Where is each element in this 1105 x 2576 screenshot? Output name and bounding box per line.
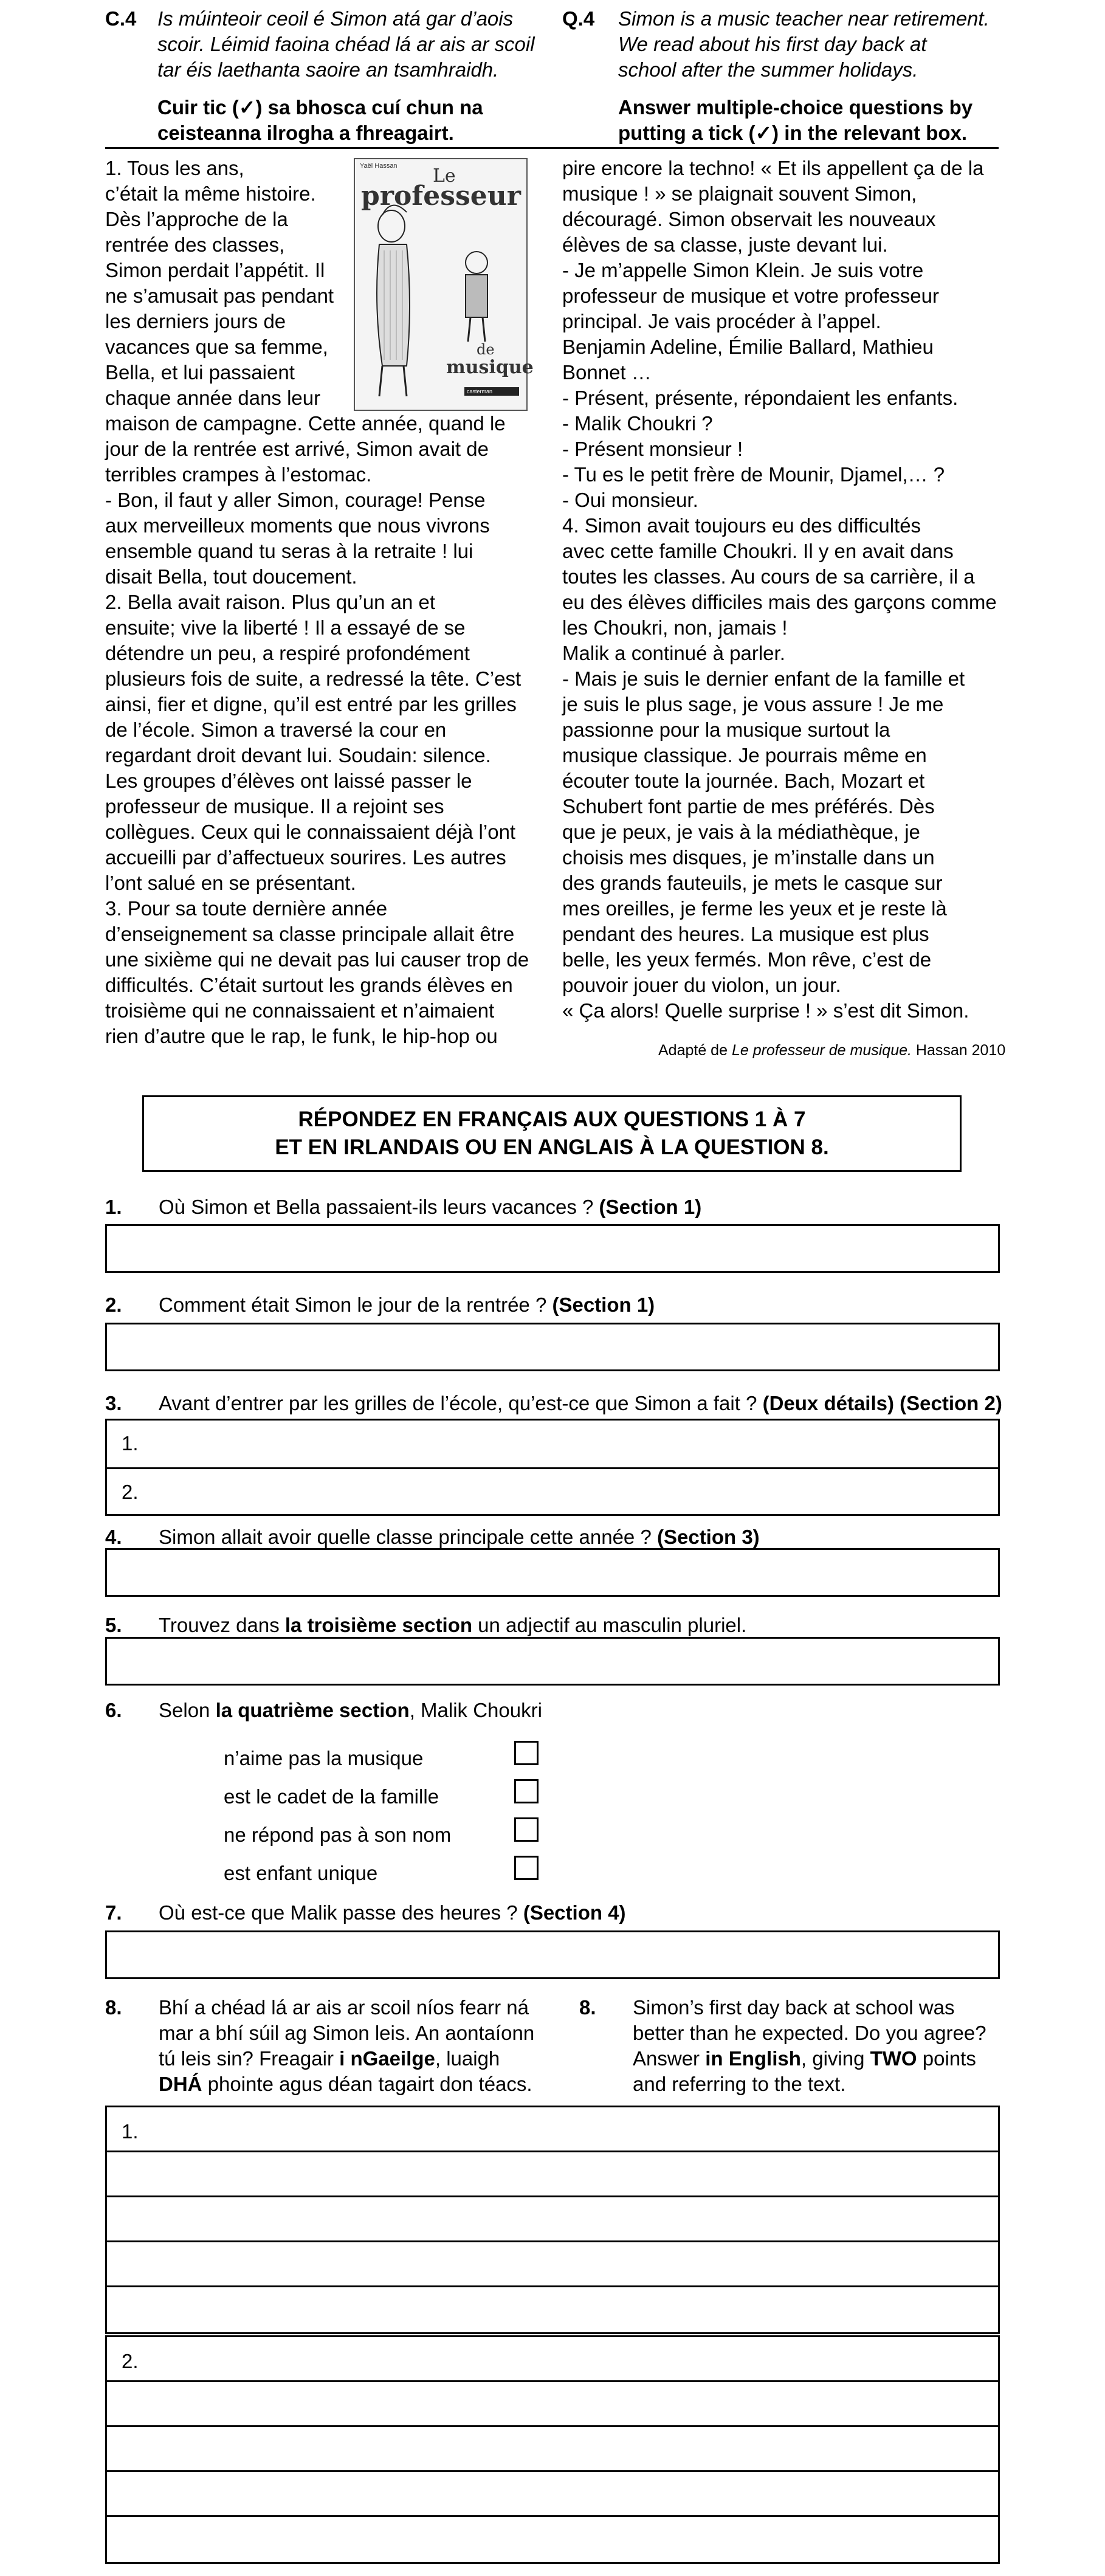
article-line: « Ça alors! Quelle surprise ! » s’est dit Simon. <box>562 999 969 1022</box>
header-en-line: school after the summer holidays. <box>618 58 918 81</box>
article-line: professeur de musique. Il a rejoint ses <box>105 795 444 818</box>
question-8-english-line: better than he expected. Do you agree? <box>633 2022 986 2044</box>
article-line: pendant des heures. La musique est plus <box>562 923 929 945</box>
article-line: de l’école. Simon a traversé la cour en <box>105 718 447 741</box>
article-line: pouvoir jouer du violon, un jour. <box>562 974 841 996</box>
article-line: élèves de sa classe, juste devant lui. <box>562 233 888 256</box>
article-line: ne s’amusait pas pendant <box>105 284 334 307</box>
article-line: Malik a continué à parler. <box>562 642 785 664</box>
article-line: ensemble quand tu seras à la retraite ! lui <box>105 540 473 562</box>
article-line: - Mais je suis le dernier enfant de la famille et <box>562 667 965 690</box>
writing-line <box>105 2285 1000 2287</box>
question-emphasis: la troisième section <box>284 1614 473 1636</box>
writing-line <box>105 2425 1000 2427</box>
question-section: (Section 1) <box>599 1196 702 1218</box>
question-text: Avant d’entrer par les grilles de l’école, qu’est-ce que Simon a fait ? <box>159 1392 763 1414</box>
article-line: - Présent, présente, répondaient les enfants. <box>562 387 959 409</box>
header-ga-instr-line: ceisteanna ilrogha a fhreagairt. <box>157 122 454 144</box>
answer-8-label-2: 2. <box>122 2350 139 2372</box>
answer-3-label-1: 1. <box>122 1432 139 1455</box>
book-publisher: casterman <box>467 388 493 394</box>
option-label: est enfant unique <box>224 1862 378 1884</box>
book-title-musique: musique <box>446 357 534 378</box>
source-credit-post: Hassan 2010 <box>911 1042 1006 1059</box>
article-line: - Tu es le petit frère de Mounir, Djamel,… ? <box>562 463 945 486</box>
question-number: 8. <box>579 1996 596 2019</box>
question-1 <box>105 1194 701 1220</box>
question-number: 3. <box>105 1392 122 1414</box>
answer-box-5[interactable] <box>105 1637 1000 1686</box>
header-ga-line: tar éis laethanta saoire an tsamhraidh. <box>157 58 499 81</box>
question-emphasis: la quatrième section <box>215 1699 410 1721</box>
article-line: difficultés. C’était surtout les grands élèves en <box>105 974 513 996</box>
book-author: Yaël Hassan <box>360 162 398 170</box>
article-line: - Oui monsieur. <box>562 489 698 511</box>
question-8-irish-line: Bhí a chéad lá ar ais ar scoil níos fearr ná <box>159 1996 529 2019</box>
instructions-line: ET EN IRLANDAIS OU EN ANGLAIS À LA QUESTION 8. <box>275 1135 829 1159</box>
question-8-irish-line: mar a bhí súil ag Simon leis. An aontaíonn <box>159 2022 535 2044</box>
writing-line <box>105 2195 1000 2197</box>
article-line: principal. Je vais procéder à l’appel. <box>562 310 881 332</box>
question-4 <box>105 1524 760 1550</box>
instructions-box <box>142 1095 962 1172</box>
article-line: les Choukri, non, jamais ! <box>562 616 788 639</box>
answer-box-4[interactable] <box>105 1548 1000 1597</box>
option-label: ne répond pas à son nom <box>224 1824 452 1846</box>
header-en-instr-line: Answer multiple-choice questions by <box>618 96 973 119</box>
article-line: Schubert font partie de mes préférés. Dès <box>562 795 935 818</box>
article-line: ensuite; vive la liberté ! Il a essayé de se <box>105 616 466 639</box>
article-line: disait Bella, tout doucement. <box>105 565 357 588</box>
article-line: avec cette famille Choukri. Il y en avait dans <box>562 540 954 562</box>
question-7 <box>105 1900 626 1926</box>
article-line: toutes les classes. Au cours de sa carrière, il a <box>562 565 975 588</box>
article-line: découragé. Simon observait les nouveaux <box>562 208 936 230</box>
article-line: regardant droit devant lui. Soudain: silence. <box>105 744 491 766</box>
article-line: - Malik Choukri ? <box>562 412 713 435</box>
article-line: maison de campagne. Cette année, quand le <box>105 412 506 435</box>
article-line: l’ont salué en se présentant. <box>105 872 356 894</box>
article-line: ainsi, fier et digne, qu’il est entré par les grilles <box>105 693 517 715</box>
answer-3-label-2: 2. <box>122 1481 139 1503</box>
answer-8-label-1: 1. <box>122 2120 139 2143</box>
question-8-irish-line: DHÁ phointe agus déan tagairt don téacs. <box>159 2073 532 2095</box>
header-en-intro <box>618 6 990 83</box>
book-title-de: de <box>477 341 495 358</box>
header-en-num: Q.4 <box>562 7 595 30</box>
answer-box-8-part-1[interactable] <box>105 2106 1000 2334</box>
article-left-column <box>105 156 543 1049</box>
article-line: les derniers jours de <box>105 310 286 332</box>
writing-line <box>105 2380 1000 2382</box>
question-pre: Trouvez dans <box>159 1614 285 1636</box>
article-line: - Présent monsieur ! <box>562 438 743 460</box>
article-line: jour de la rentrée est arrivé, Simon avait de <box>105 438 489 460</box>
header-divider <box>105 147 999 149</box>
article-line: 1. Tous les ans, <box>105 157 244 179</box>
question-8-english-line: and referring to the text. <box>633 2073 846 2095</box>
article-line: passionne pour la musique surtout la <box>562 718 890 741</box>
option-label: n’aime pas la musique <box>224 1747 424 1769</box>
question-3 <box>105 1391 1002 1416</box>
option-checkbox-3[interactable] <box>514 1817 539 1842</box>
article-line: Les groupes d’élèves ont laissé passer le <box>105 770 472 792</box>
article-line: 2. Bella avait raison. Plus qu’un an et <box>105 591 436 613</box>
article-line: professeur de musique et votre professeur <box>562 284 939 307</box>
article-line: accueilli par d’affectueux sourires. Les autres <box>105 846 506 869</box>
option-checkbox-2[interactable] <box>514 1779 539 1803</box>
question-pre: Selon <box>159 1699 216 1721</box>
article-line: d’enseignement sa classe principale allait être <box>105 923 515 945</box>
article-line: détendre un peu, a respiré profondément <box>105 642 470 664</box>
question-number: 6. <box>105 1699 122 1721</box>
writing-line <box>105 2240 1000 2242</box>
instructions-line: RÉPONDEZ EN FRANÇAIS AUX QUESTIONS 1 À 7 <box>298 1107 806 1131</box>
question-section: (Deux détails) (Section 2) <box>762 1392 1002 1414</box>
answer-box-7[interactable] <box>105 1930 1000 1979</box>
option-checkbox-1[interactable] <box>514 1741 539 1765</box>
question-number: 7. <box>105 1901 122 1924</box>
header-ga-instr-line: Cuir tic (✓) sa bhosca cuí chun na <box>157 96 483 119</box>
question-text: Simon allait avoir quelle classe principale cette année ? <box>159 1526 657 1548</box>
question-8-english <box>579 1995 986 2097</box>
article-line: belle, les yeux fermés. Mon rêve, c’est de <box>562 948 932 971</box>
source-credit-pre: Adapté de <box>658 1042 732 1059</box>
question-section: (Section 3) <box>656 1526 760 1548</box>
option-checkbox-4[interactable] <box>514 1856 539 1880</box>
article-line: - Je m’appelle Simon Klein. Je suis votre <box>562 259 924 281</box>
answer-box-3-divider <box>105 1467 1000 1469</box>
article-line: musique classique. Je pourrais même en <box>562 744 927 766</box>
question-8-irish <box>105 1995 534 2097</box>
question-2 <box>105 1292 655 1318</box>
article-line: musique ! » se plaignait souvent Simon, <box>562 182 917 205</box>
header-ga-instruction <box>157 95 483 146</box>
header-ga-num: C.4 <box>105 7 137 30</box>
answer-box-1[interactable] <box>105 1224 1000 1273</box>
article-line: eu des élèves difficiles mais des garçons comme <box>562 591 997 613</box>
article-right-column <box>562 156 1000 1024</box>
writing-line <box>105 2515 1000 2517</box>
book-title-le: Le <box>433 165 456 187</box>
answer-box-8-part-2[interactable] <box>105 2335 1000 2564</box>
option-label: est le cadet de la famille <box>224 1785 439 1808</box>
header-ga-line: Is múinteoir ceoil é Simon atá gar d’aois <box>157 7 514 30</box>
article-line: mes oreilles, je ferme les yeux et je reste là <box>562 897 947 920</box>
question-section: (Section 4) <box>523 1901 626 1924</box>
header-en-instr-line: putting a tick (✓) in the relevant box. <box>618 122 968 144</box>
question-section: (Section 1) <box>552 1293 655 1316</box>
article-line: des grands fauteuils, je mets le casque sur <box>562 872 943 894</box>
article-line: aux merveilleux moments que nous vivrons <box>105 514 490 537</box>
article-line: - Bon, il faut y aller Simon, courage! Pense <box>105 489 486 511</box>
article-line: 3. Pour sa toute dernière année <box>105 897 388 920</box>
question-6 <box>105 1698 542 1723</box>
article-line: je suis le plus sage, je vous assure ! Je me <box>562 693 944 715</box>
article-line: terribles crampes à l’estomac. <box>105 463 372 486</box>
question-5 <box>105 1613 746 1638</box>
question-number: 2. <box>105 1293 122 1316</box>
article-line: 4. Simon avait toujours eu des difficultés <box>562 514 921 537</box>
writing-line <box>105 2470 1000 2472</box>
article-line: plusieurs fois de suite, a redressé la tête. C’est <box>105 667 522 690</box>
article-line: Dès l’approche de la <box>105 208 288 230</box>
question-number: 8. <box>105 1996 122 2019</box>
question-8-irish-line: tú leis sin? Freagair i nGaeilge, luaigh <box>159 2047 500 2070</box>
source-credit <box>658 1041 1005 1060</box>
article-line: troisième qui ne connaissaient et n’aimaient <box>105 999 495 1022</box>
article-line: c’était la même histoire. <box>105 182 316 205</box>
source-credit-title: Le professeur de musique. <box>731 1042 912 1059</box>
header-en-instruction <box>618 95 972 146</box>
article-line: Benjamin Adeline, Émilie Ballard, Mathieu <box>562 336 934 358</box>
answer-box-2[interactable] <box>105 1323 1000 1371</box>
header-en-line: Simon is a music teacher near retirement. <box>618 7 990 30</box>
book-title-professeur: professeur <box>361 181 521 212</box>
article-line: chaque année dans leur <box>105 387 321 409</box>
question-post: un adjectif au masculin pluriel. <box>472 1614 747 1636</box>
question-number: 4. <box>105 1526 122 1548</box>
header-en-line: We read about his first day back at <box>618 33 927 55</box>
article-line: rentrée des classes, <box>105 233 285 256</box>
article-line: que je peux, je vais à la médiathèque, je <box>562 821 920 843</box>
question-number: 1. <box>105 1196 122 1218</box>
article-line: rien d’autre que le rap, le funk, le hip-hop ou <box>105 1025 498 1047</box>
question-post: , Malik Choukri <box>409 1699 542 1721</box>
article-line: vacances que sa femme, <box>105 336 328 358</box>
article-line: écouter toute la journée. Bach, Mozart et <box>562 770 925 792</box>
article-line: Simon perdait l’appétit. Il <box>105 259 325 281</box>
writing-line <box>105 2151 1000 2152</box>
header-ga-intro <box>157 6 535 83</box>
article-line: Bella, et lui passaient <box>105 361 295 384</box>
question-text: Où est-ce que Malik passe des heures ? <box>159 1901 523 1924</box>
article-line: une sixième qui ne devait pas lui causer trop de <box>105 948 529 971</box>
article-line: choisis mes disques, je m’installe dans un <box>562 846 935 869</box>
header-ga-line: scoir. Léimid faoina chéad lá ar ais ar scoil <box>157 33 535 55</box>
question-text: Où Simon et Bella passaient-ils leurs vacances ? <box>159 1196 599 1218</box>
question-8-english-line: Answer in English, giving TWO points <box>633 2047 976 2070</box>
question-text: Comment était Simon le jour de la rentrée ? <box>159 1293 552 1316</box>
question-number: 5. <box>105 1614 122 1636</box>
article-line: Bonnet … <box>562 361 652 384</box>
article-line: collègues. Ceux qui le connaissaient déjà l’ont <box>105 821 516 843</box>
article-line: pire encore la techno! « Et ils appellent ça de la <box>562 157 984 179</box>
question-8-english-line: Simon’s first day back at school was <box>633 1996 955 2019</box>
